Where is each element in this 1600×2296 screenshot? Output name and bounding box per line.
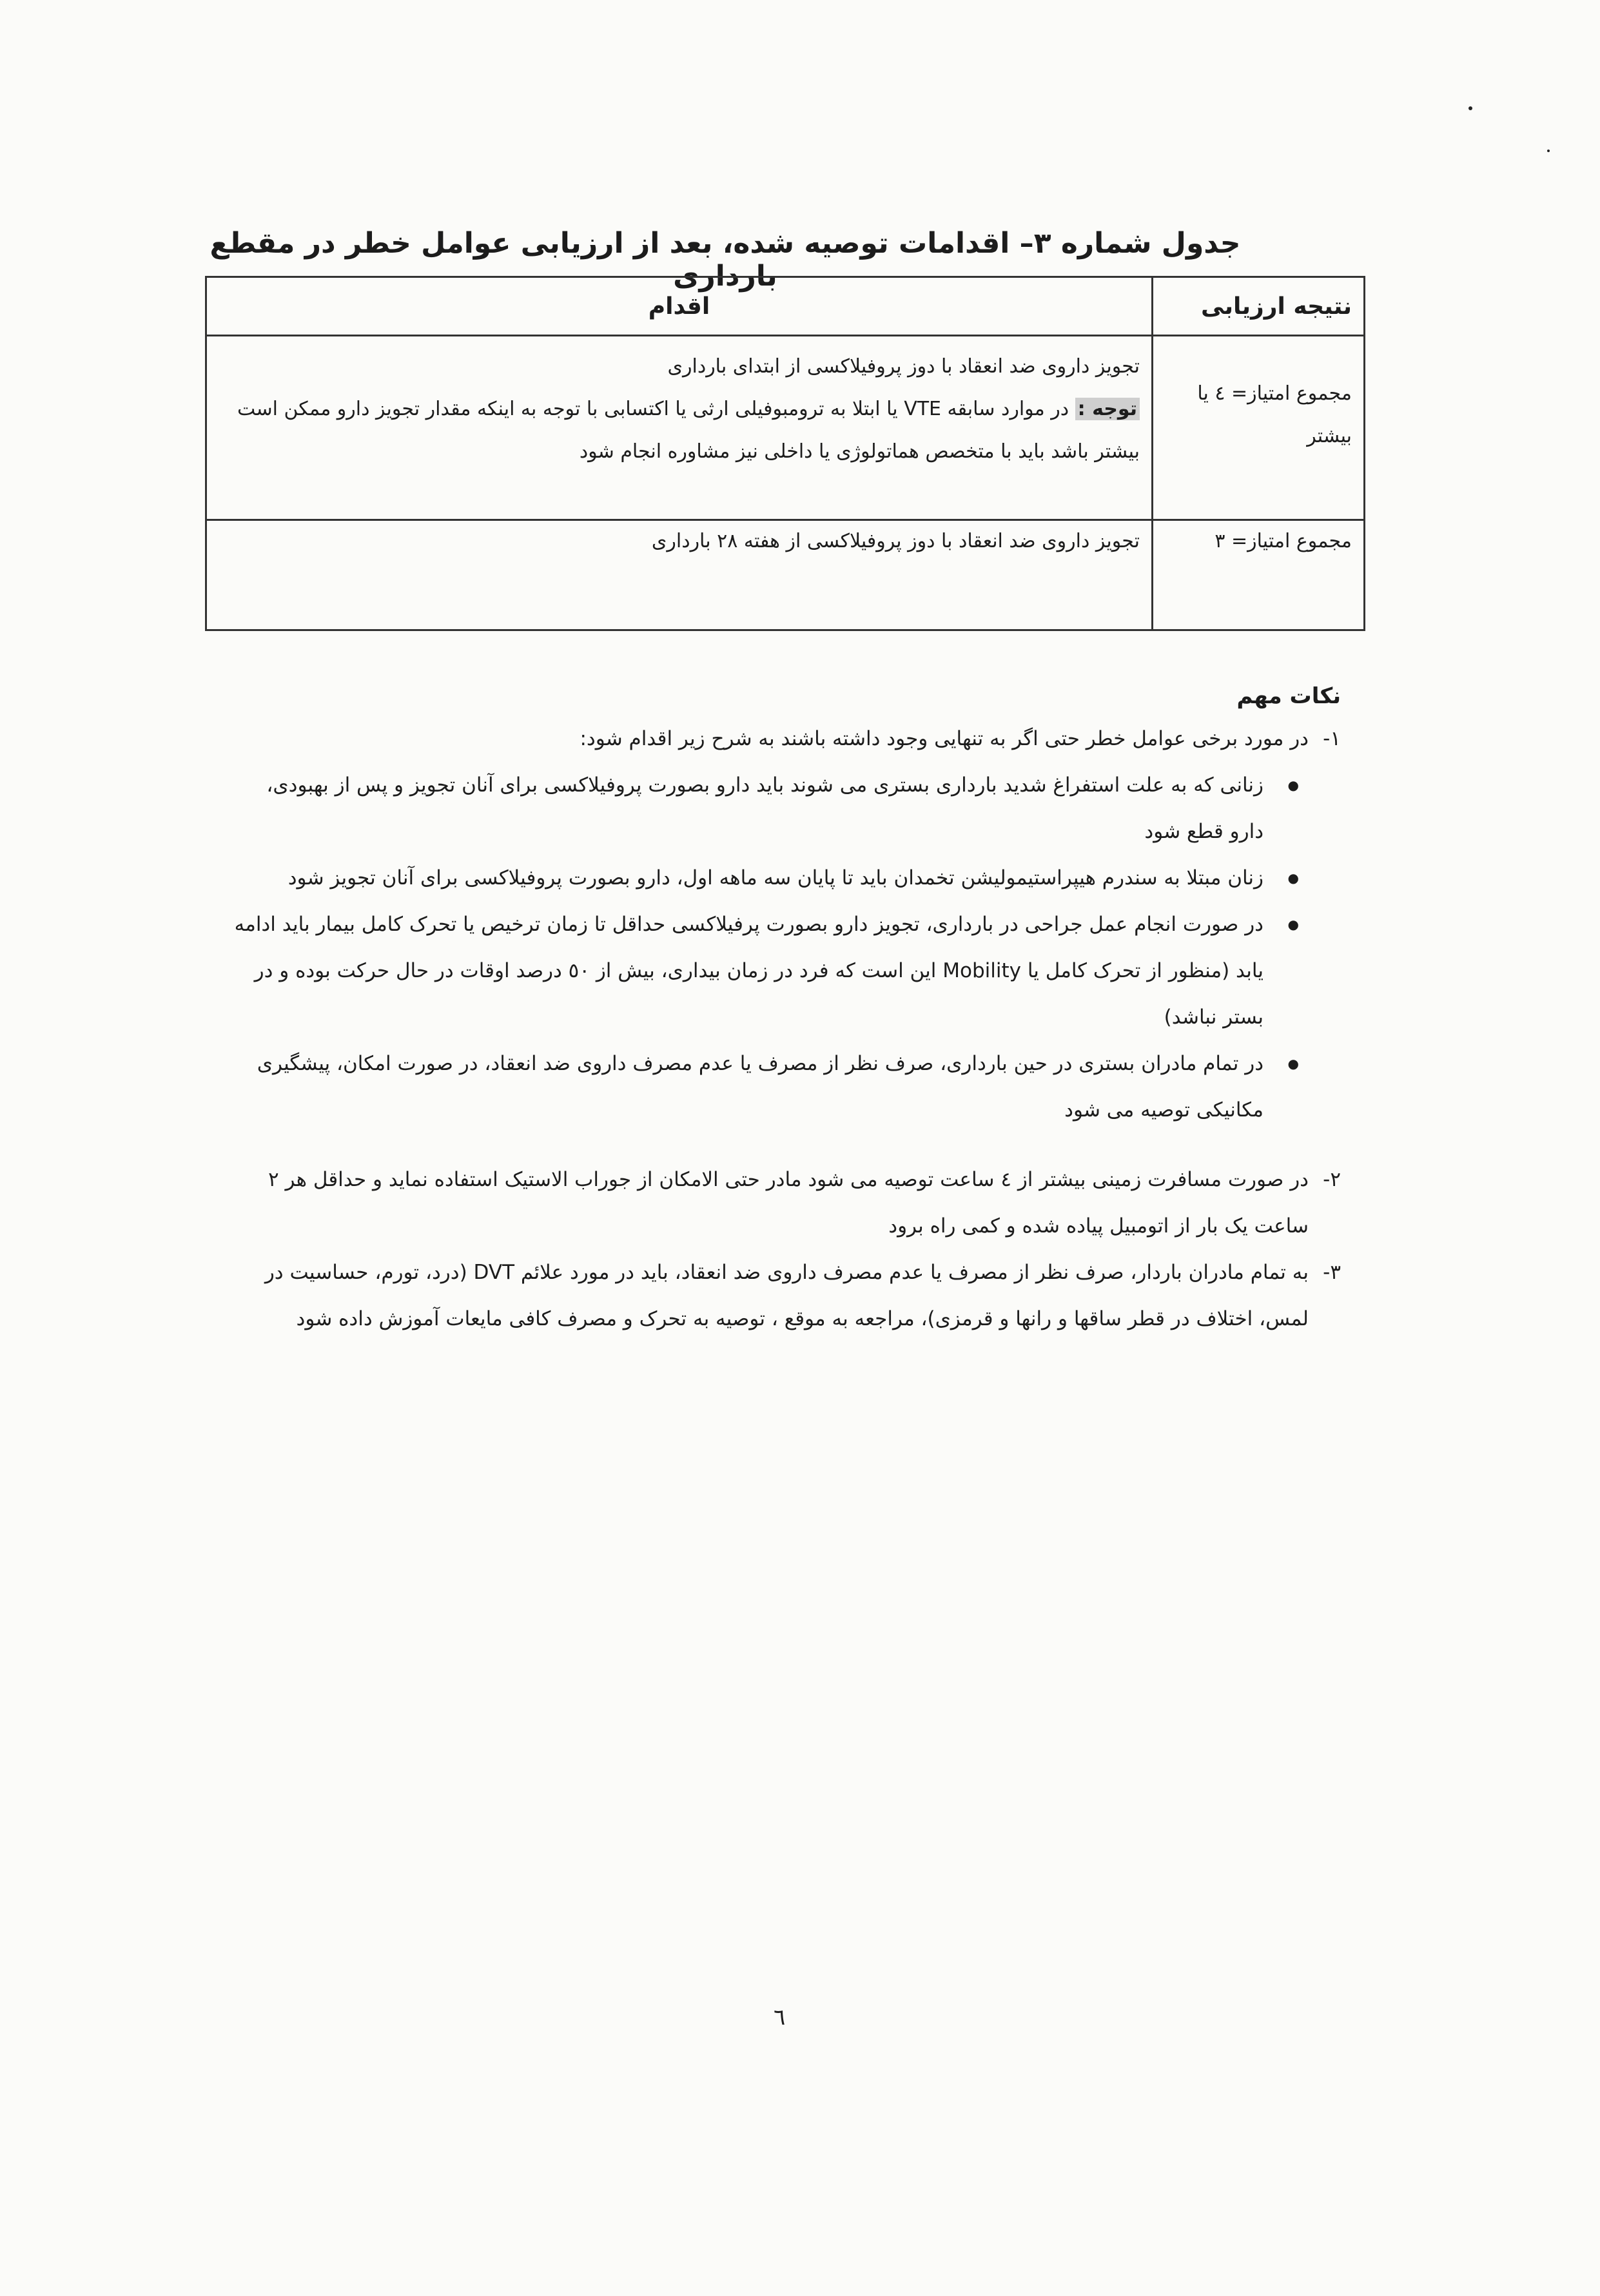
header-action: اقدام: [206, 277, 1153, 336]
bullet-item: ● زنانی که به علت استفراغ شدید بارداری بستری می شوند باید دارو بصورت پروفیلاکسی برای آنان تجویز و پس از بهبودی، دارو قطع شود: [232, 762, 1263, 855]
note-label: توجه :: [1075, 398, 1140, 420]
result-cell: مجموع امتیاز= ۳: [1153, 520, 1365, 630]
item-text: به تمام مادران باردار، صرف نظر از مصرف یا عدم مصرف داروی ضد انعقاد، باید در مورد علائم DVT (درد، تورم، حساسیت در لمس، اختلاف در قطر ساقها و رانها و قرمزی)، مراجعه به موقع ، توصیه به تحرک و مصرف کافی مایعات آموزش داده شود: [264, 1261, 1309, 1330]
result-text: مجموع امتیاز= ٤ یا بیشتر: [1197, 382, 1352, 447]
note-text: در موارد سابقه VTE یا ابتلا به ترومبوفیلی ارثی یا اکتسابی با توجه به اینکه مقدار تجویز دارو ممکن است بیشتر باشد باید با متخصص هماتولوژی یا داخلی نیز مشاوره انجام شود: [237, 398, 1140, 463]
result-cell: [1153, 336, 1365, 520]
scan-speck: [1468, 106, 1472, 110]
table-title: جدول شماره ۳– اقدامات توصیه شده، بعد از ارزیابی عوامل خطر در مقطع بارداری: [210, 227, 1241, 293]
recommendations-table: [205, 276, 1365, 631]
bullet-item: ● در تمام مادران بستری در حین بارداری، صرف نظر از مصرف یا عدم مصرف داروی ضد انعقاد، در صورت امکان، پیشگیری مکانیکی توصیه می شود: [232, 1040, 1263, 1133]
page-number: ٦: [774, 2005, 786, 2030]
table-row: [206, 336, 1365, 520]
action-cell: تجویز داروی ضد انعقاد با دوز پروفیلاکسی از هفته ۲۸ بارداری: [206, 520, 1153, 630]
note-item-2: [232, 1156, 1341, 1249]
item-text: در مورد برخی عوامل خطر حتی اگر به تنهایی وجود داشته باشند به شرح زیر اقدام شود:: [580, 727, 1309, 750]
table-header-row: [206, 277, 1365, 336]
bullet-list: [232, 762, 1309, 1133]
table-row: [206, 520, 1365, 630]
scan-speck: [1547, 150, 1550, 152]
item-number: ۲-: [1323, 1168, 1341, 1191]
item-text: در صورت مسافرت زمینی بیشتر از ٤ ساعت توصیه می شود مادر حتی الامکان از جوراب الاستیک استفاده نماید و حداقل هر ۲ ساعت یک بار از اتومبیل پیاده شده و کمی راه برود: [268, 1168, 1309, 1238]
notes-heading: نکات مهم: [1236, 683, 1341, 709]
action-text: تجویز داروی ضد انعقاد با دوز پروفیلاکسی از ابتدای بارداری: [667, 355, 1140, 378]
note-item-1: [232, 715, 1341, 1133]
important-notes: [232, 683, 1341, 1342]
action-cell: [206, 336, 1153, 520]
bullet-item: ● در صورت انجام عمل جراحی در بارداری، تجویز دارو بصورت پرفیلاکسی حداقل تا زمان ترخیص یا تحرک کامل بیمار باید ادامه یابد (منظور از تحرک کامل یا Mobility این است که فرد در زمان بیداری، بیش از ٥٠ درصد اوقات در حال حرکت بوده و در بستر نباشد): [232, 901, 1263, 1040]
item-number: ۳-: [1323, 1261, 1341, 1284]
note-item-3: [232, 1249, 1341, 1342]
note-paragraph: [219, 388, 1140, 473]
header-result: نتیجه ارزیابی: [1153, 277, 1365, 336]
item-number: ۱-: [1323, 727, 1341, 750]
bullet-item: ● زنان مبتلا به سندرم هیپراستیمولیشن تخمدان باید تا پایان سه ماهه اول، دارو بصورت پروفیلاکسی برای آنان تجویز شود: [232, 855, 1263, 901]
